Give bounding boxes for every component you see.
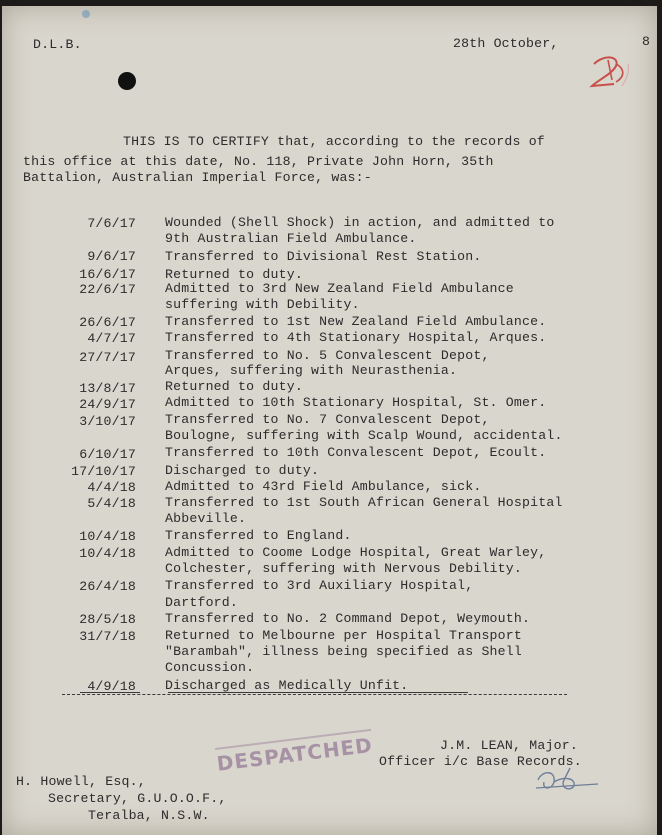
entry-date: 22/6/17	[79, 282, 136, 297]
entry-text: Discharged to duty.	[165, 463, 320, 478]
document-sheet	[2, 6, 657, 835]
entry-date: 4/7/17	[87, 331, 136, 346]
entry-text: Transferred to 10th Convalescent Depot, Ecoult.	[165, 445, 547, 460]
entry-date: 26/6/17	[79, 315, 136, 330]
entry-text: Transferred to 3rd Auxiliary Hospital,	[165, 578, 474, 593]
entry-text: Admitted to 3rd New Zealand Field Ambulance	[165, 281, 514, 296]
entry-date: 7/6/17	[87, 216, 136, 231]
handwritten-initials-icon	[534, 766, 604, 796]
entry-text: Transferred to 4th Stationary Hospital, Arques.	[165, 330, 547, 345]
entry-date: 16/6/17	[79, 267, 136, 282]
entry-text: suffering with Debility.	[165, 297, 360, 312]
entry-text: Admitted to Coome Lodge Hospital, Great Warley,	[165, 545, 547, 560]
entry-text: Discharged as Medically Unfit.	[165, 678, 409, 693]
certify-line-3: Battalion, Australian Imperial Force, was:-	[23, 170, 372, 185]
text-underline	[168, 692, 468, 693]
entry-text: Returned to duty.	[165, 379, 303, 394]
entry-date: 4/9/18	[87, 679, 136, 694]
entry-date: 3/10/17	[79, 414, 136, 429]
addressee-name: H. Howell, Esq.,	[16, 774, 146, 789]
entry-text: Transferred to England.	[165, 528, 352, 543]
entry-text: 9th Australian Field Ambulance.	[165, 231, 417, 246]
entry-date: 9/6/17	[87, 249, 136, 264]
addressee-title: Secretary, G.U.O.O.F.,	[48, 791, 227, 806]
entry-text: Transferred to No. 7 Convalescent Depot,	[165, 412, 490, 427]
punch-hole	[118, 72, 136, 90]
addressee-location: Teralba, N.S.W.	[88, 808, 210, 823]
entry-date: 10/4/18	[79, 529, 136, 544]
entry-text: Dartford.	[165, 595, 239, 610]
entry-text: Admitted to 10th Stationary Hospital, St. Omer.	[165, 395, 547, 410]
certify-line-1: THIS IS TO CERTIFY that, according to the records of	[123, 134, 545, 149]
entry-text: Transferred to No. 5 Convalescent Depot,	[165, 348, 490, 363]
entry-date: 17/10/17	[71, 464, 136, 479]
letter-date: 28th October,	[453, 36, 559, 51]
entry-date: 10/4/18	[79, 546, 136, 561]
entry-text: Transferred to 1st South African General Hospital	[165, 495, 563, 510]
page-number: 8	[642, 34, 651, 49]
entry-date: 24/9/17	[79, 397, 136, 412]
entry-text: Transferred to 1st New Zealand Field Ambulance.	[165, 314, 547, 329]
despatched-stamp: DESPATCHED	[215, 729, 374, 776]
entry-date: 5/4/18	[87, 496, 136, 511]
certify-line-2: this office at this date, No. 118, Private John Horn, 35th	[23, 154, 494, 169]
entry-text: Wounded (Shell Shock) in action, and admitted to	[165, 215, 555, 230]
entry-text: Admitted to 43rd Field Ambulance, sick.	[165, 479, 482, 494]
entry-text: Transferred to Divisional Rest Station.	[165, 249, 482, 264]
entry-date: 4/4/18	[87, 480, 136, 495]
ink-spot	[82, 10, 90, 18]
entry-date: 26/4/18	[79, 579, 136, 594]
entry-text: Returned to Melbourne per Hospital Transport	[165, 628, 523, 643]
entry-date: 27/7/17	[79, 350, 136, 365]
signatory-name: J.M. LEAN, Major.	[440, 738, 578, 753]
entry-text: Concussion.	[165, 660, 255, 675]
entry-text: Colchester, suffering with Nervous Debility.	[165, 561, 523, 576]
entry-date: 28/5/18	[79, 612, 136, 627]
entry-text: Abbeville.	[165, 511, 247, 526]
office-reference: D.L.B.	[33, 37, 82, 52]
entry-text: Returned to duty.	[165, 267, 303, 282]
entry-date: 31/7/18	[79, 629, 136, 644]
entry-text: Arques, suffering with Neurasthenia.	[165, 363, 458, 378]
entry-text: Transferred to No. 2 Command Depot, Weymouth.	[165, 611, 531, 626]
closing-dashed-rule	[62, 694, 567, 695]
entry-text: "Barambah", illness being specified as Shell	[165, 644, 523, 659]
entry-text: Boulogne, suffering with Scalp Wound, accidental.	[165, 428, 563, 443]
entry-date: 6/10/17	[79, 447, 136, 462]
date-underline	[80, 692, 140, 693]
red-pencil-mark-icon	[586, 52, 636, 96]
signatory-title: Officer i/c Base Records.	[379, 754, 582, 769]
entry-date: 13/8/17	[79, 381, 136, 396]
